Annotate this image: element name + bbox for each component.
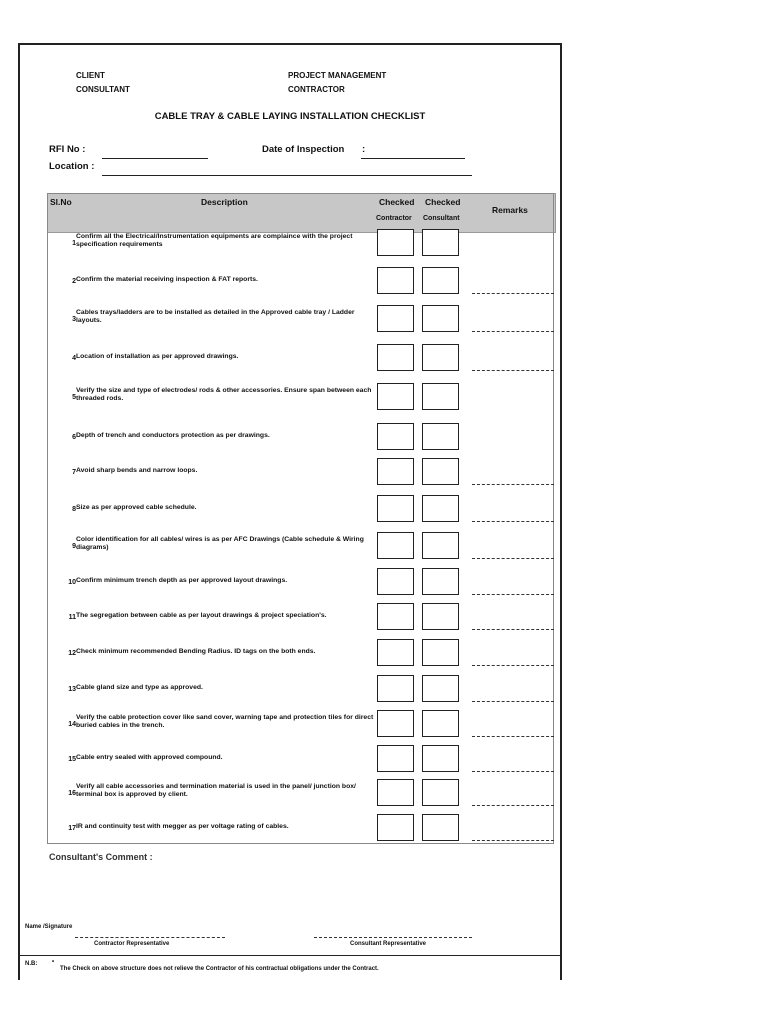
consultant-check-box[interactable] [422, 603, 459, 630]
remarks-field[interactable] [472, 370, 554, 371]
table-row [48, 814, 554, 851]
table-row [48, 383, 554, 420]
row-number: 2 [72, 278, 76, 285]
col-slno: Sl.No [50, 197, 72, 207]
col-description: Description [201, 197, 248, 207]
row-number: 12 [68, 650, 76, 657]
consultant-check-box[interactable] [422, 423, 459, 450]
consultant-check-box[interactable] [422, 383, 459, 410]
row-description: Check minimum recommended Bending Radius. ID tags on the both ends. [76, 648, 316, 655]
row-number: 7 [72, 469, 76, 476]
remarks-field[interactable] [472, 521, 554, 522]
consultant-check-box[interactable] [422, 779, 459, 806]
consultant-check-box[interactable] [422, 305, 459, 332]
table-row [48, 568, 554, 605]
table-row [48, 745, 554, 782]
table-row [48, 423, 554, 460]
col-checked-contractor: Checked [379, 197, 415, 207]
date-label: Date of Inspection [262, 144, 345, 155]
row-number: 5 [72, 394, 76, 401]
row-description: IR and continuity test with megger as per voltage rating of cables. [76, 823, 289, 830]
consultant-check-box[interactable] [422, 814, 459, 841]
name-signature-label: Name /Signature [25, 924, 73, 930]
table-row [48, 267, 554, 304]
consultant-check-box[interactable] [422, 229, 459, 256]
consultant-check-box[interactable] [422, 267, 459, 294]
contractor-check-box[interactable] [377, 603, 414, 630]
remarks-field[interactable] [472, 629, 554, 630]
row-number: 9 [72, 543, 76, 550]
row-description: Verify the cable protection cover like sand cover, warning tape and protection tiles for direct buried cables in the trench. [76, 714, 374, 729]
row-number: 8 [72, 506, 76, 513]
table-row [48, 344, 554, 381]
col-contractor: Contractor [376, 215, 412, 222]
contractor-check-box[interactable] [377, 267, 414, 294]
contractor-check-box[interactable] [377, 639, 414, 666]
row-description: Color identification for all cables/ wires is as per AFC Drawings (Cable schedule & Wiring diagrams) [76, 536, 364, 551]
row-description: The segregation between cable as per layout drawings & project speciation's. [76, 612, 327, 619]
contractor-representative-label: Contractor Representative [94, 941, 170, 947]
remarks-field[interactable] [472, 701, 554, 702]
contractor-check-box[interactable] [377, 495, 414, 522]
consultant-check-box[interactable] [422, 532, 459, 559]
table-row [48, 779, 554, 816]
remarks-field[interactable] [472, 840, 554, 841]
contractor-check-box[interactable] [377, 710, 414, 737]
row-number: 13 [68, 686, 76, 693]
contractor-check-box[interactable] [377, 344, 414, 371]
consultant-check-box[interactable] [422, 344, 459, 371]
row-description: Verify the size and type of electrodes/ rods & other accessories. Ensure span between each threaded rods. [76, 387, 372, 402]
row-number: 10 [68, 579, 76, 586]
row-description: Verify all cable accessories and termination material is used in the panel/ junction box/ terminal box is approved by client. [76, 783, 356, 798]
remarks-field[interactable] [472, 293, 554, 294]
remarks-field[interactable] [472, 484, 554, 485]
date-colon: : [362, 144, 366, 155]
checklist-page [18, 43, 562, 980]
row-number: 15 [68, 756, 76, 763]
consultant-check-box[interactable] [422, 495, 459, 522]
row-description: Avoid sharp bends and narrow loops. [76, 467, 198, 474]
row-number: 16 [68, 790, 76, 797]
location-field[interactable] [102, 175, 472, 176]
location-label: Location : [49, 161, 95, 172]
row-number: 6 [72, 434, 76, 441]
consultant-check-box[interactable] [422, 568, 459, 595]
consultant-check-box[interactable] [422, 458, 459, 485]
row-description: Cable gland size and type as approved. [76, 684, 203, 691]
row-description: Confirm the material receiving inspection & FAT reports. [76, 276, 258, 283]
table-row [48, 229, 554, 266]
contractor-check-box[interactable] [377, 814, 414, 841]
row-description: Location of installation as per approved drawings. [76, 353, 239, 360]
table-row [48, 495, 554, 532]
table-row [48, 675, 554, 712]
col-remarks: Remarks [492, 205, 528, 215]
row-description: Cables trays/ladders are to be installed as detailed in the Approved cable tray / Ladder layouts. [76, 309, 355, 324]
consultant-signature-line[interactable] [314, 937, 472, 938]
row-description: Confirm minimum trench depth as per approved layout drawings. [76, 577, 288, 584]
consultant-check-box[interactable] [422, 745, 459, 772]
contractor-check-box[interactable] [377, 458, 414, 485]
contractor-check-box[interactable] [377, 305, 414, 332]
col-checked-consultant: Checked [425, 197, 461, 207]
rfi-label: RFI No : [49, 144, 86, 155]
row-description: Confirm all the Electrical/Instrumentation equipments are complaince with the project specification requirements [76, 233, 353, 248]
row-number: 4 [72, 355, 76, 362]
rfi-field[interactable] [102, 158, 208, 159]
nb-label: N.B: [25, 961, 38, 967]
checklist-title: CABLE TRAY & CABLE LAYING INSTALLATION CHECKLIST [154, 111, 426, 122]
remarks-field[interactable] [472, 331, 554, 332]
contractor-check-box[interactable] [377, 532, 414, 559]
row-description: Depth of trench and conductors protection as per drawings. [76, 432, 270, 439]
date-field[interactable] [361, 158, 465, 159]
remarks-field[interactable] [472, 805, 554, 806]
row-number: 3 [72, 316, 76, 323]
row-description: Size as per approved cable schedule. [76, 504, 197, 511]
project-management-label: PROJECT MANAGEMENT [288, 71, 387, 80]
table-row [48, 532, 554, 569]
table-row [48, 305, 554, 342]
consultant-check-box[interactable] [422, 710, 459, 737]
consultant-representative-label: Consultant Representative [350, 941, 427, 947]
table-row [48, 603, 554, 640]
contractor-check-box[interactable] [377, 229, 414, 256]
footer-divider [20, 955, 560, 956]
client-label: CLIENT [76, 71, 105, 80]
contractor-check-box[interactable] [377, 423, 414, 450]
consultant-check-box[interactable] [422, 675, 459, 702]
contractor-label: CONTRACTOR [288, 85, 345, 94]
consultant-comment-label: Consultant's Comment : [49, 852, 153, 862]
row-number: 17 [68, 825, 76, 832]
footer-note: The Check on above structure does not relieve the Contractor of his contractual obligations under the Contract. [60, 966, 379, 972]
row-number: 14 [68, 721, 76, 728]
row-number: 11 [68, 614, 76, 621]
contractor-check-box[interactable] [377, 568, 414, 595]
table-row [48, 458, 554, 495]
remarks-field[interactable] [472, 558, 554, 559]
table-row [48, 639, 554, 676]
contractor-signature-line[interactable] [75, 937, 225, 938]
bullet-icon: • [52, 959, 55, 965]
contractor-check-box[interactable] [377, 779, 414, 806]
contractor-check-box[interactable] [377, 745, 414, 772]
contractor-check-box[interactable] [377, 675, 414, 702]
col-consultant: Consultant [423, 215, 460, 222]
table-row [48, 710, 554, 747]
remarks-field[interactable] [472, 736, 554, 737]
consultant-label: CONSULTANT [76, 85, 130, 94]
row-number: 1 [72, 240, 76, 247]
consultant-check-box[interactable] [422, 639, 459, 666]
contractor-check-box[interactable] [377, 383, 414, 410]
remarks-field[interactable] [472, 665, 554, 666]
remarks-field[interactable] [472, 594, 554, 595]
remarks-field[interactable] [472, 771, 554, 772]
row-description: Cable entry sealed with approved compound. [76, 754, 223, 761]
